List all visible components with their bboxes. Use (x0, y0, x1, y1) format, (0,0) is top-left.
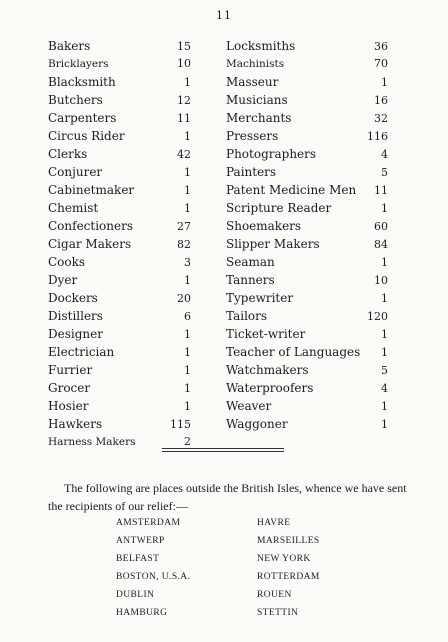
occupation-name: Distillers (48, 309, 103, 323)
occupation-row (226, 73, 388, 91)
occupation-name: Teacher of Languages (226, 345, 361, 359)
occupation-row (48, 415, 191, 433)
occupation-count: 1 (381, 256, 388, 269)
occupation-count: 1 (184, 76, 191, 89)
occupation-row (48, 307, 191, 325)
occupation-name: Weaver (226, 399, 272, 413)
place-name: AMSTERDAM (116, 518, 181, 528)
occupation-count: 1 (381, 418, 388, 431)
place-name: DUBLIN (116, 590, 155, 600)
occupation-name: Dyer (48, 273, 78, 287)
occupation-name: Scripture Reader (226, 201, 332, 215)
occupation-row (48, 73, 191, 91)
occupation-name: Seaman (226, 255, 275, 269)
place-name: BELFAST (116, 554, 160, 564)
occupation-name: Chemist (48, 201, 99, 215)
occupation-row (48, 127, 191, 145)
occupation-count: 11 (177, 112, 191, 125)
occupation-row (226, 361, 388, 379)
occupation-count: 12 (177, 94, 191, 107)
occupation-count: 5 (381, 364, 388, 377)
occupation-count: 1 (184, 382, 191, 395)
occupation-count: 4 (381, 382, 388, 395)
occupation-row (226, 325, 388, 343)
occupation-name: Musicians (226, 93, 288, 107)
occupation-row (48, 109, 191, 127)
occupation-row (226, 181, 388, 199)
occupation-count: 1 (184, 346, 191, 359)
occupation-count: 1 (381, 346, 388, 359)
occupation-row (226, 127, 388, 145)
place-name: MARSEILLES (257, 536, 320, 546)
occupation-name: Conjurer (48, 165, 103, 179)
occupation-name: Shoemakers (226, 219, 302, 233)
occupation-row (48, 397, 191, 415)
place-name: NEW YORK (257, 554, 311, 564)
place-name: BOSTON, U.S.A. (116, 572, 191, 582)
occupation-row (48, 361, 191, 379)
occupation-count: 1 (381, 292, 388, 305)
occupation-name: Clerks (48, 147, 88, 161)
occupation-row (226, 415, 388, 433)
occupation-count: 4 (381, 148, 388, 161)
occupation-count: 1 (381, 328, 388, 341)
occupation-name: Cigar Makers (48, 237, 132, 251)
occupation-count: 1 (184, 328, 191, 341)
occupation-row (226, 307, 388, 325)
occupation-row (48, 253, 191, 271)
occupation-row (226, 109, 388, 127)
occupation-name: Masseur (226, 75, 279, 89)
occupation-count: 3 (184, 256, 191, 269)
occupation-name: Merchants (226, 111, 292, 125)
occupation-row (226, 271, 388, 289)
occupation-row (226, 163, 388, 181)
occupations-right-column (226, 37, 388, 433)
occupation-name: Cabinetmaker (48, 183, 135, 197)
places-right-column (257, 514, 320, 622)
occupation-row (226, 145, 388, 163)
occupation-row (226, 289, 388, 307)
occupation-name: Cooks (48, 255, 86, 269)
occupation-count: 1 (184, 202, 191, 215)
occupation-count: 5 (381, 166, 388, 179)
occupation-name: Typewriter (226, 291, 294, 305)
occupation-count: 27 (177, 220, 191, 233)
occupation-count: 42 (177, 148, 191, 161)
place-name: ROUEN (257, 590, 292, 600)
occupation-count: 1 (381, 202, 388, 215)
occupation-row (48, 289, 191, 307)
places-intro-paragraph: The following are places outside the British Isles, whence we have sent the recipients of our relief:— (48, 481, 407, 513)
occupation-count: 6 (184, 310, 191, 323)
occupation-row (226, 37, 388, 55)
occupation-name: Hawkers (48, 417, 103, 431)
occupation-count: 32 (374, 112, 388, 125)
occupation-count: 84 (374, 238, 388, 251)
occupation-row (226, 217, 388, 235)
occupation-row (48, 163, 191, 181)
occupation-name: Blacksmith (48, 75, 116, 89)
occupation-name: Patent Medicine Men (226, 183, 357, 197)
occupation-row (48, 37, 191, 55)
occupation-row (226, 55, 388, 73)
occupation-name: Furrier (48, 363, 93, 377)
occupation-row (226, 235, 388, 253)
page-number: 11 (216, 9, 232, 22)
occupation-count: 60 (374, 220, 388, 233)
occupation-row (226, 199, 388, 217)
occupation-count: 11 (374, 184, 388, 197)
occupation-name: Machinists (226, 58, 285, 70)
occupation-row (226, 379, 388, 397)
occupation-name: Confectioners (48, 219, 134, 233)
place-name: HAMBURG (116, 608, 168, 618)
occupation-row (48, 343, 191, 361)
double-rule-bottom (162, 451, 284, 452)
double-rule-top (162, 448, 284, 449)
occupation-count: 1 (381, 400, 388, 413)
place-name: ANTWERP (116, 536, 165, 546)
occupation-row (48, 91, 191, 109)
occupation-count: 15 (177, 40, 191, 53)
occupation-row (48, 325, 191, 343)
occupation-count: 1 (184, 166, 191, 179)
occupation-name: Butchers (48, 93, 103, 107)
occupation-count: 1 (184, 184, 191, 197)
occupation-row (226, 253, 388, 271)
occupation-name: Pressers (226, 129, 279, 143)
occupation-count: 82 (177, 238, 191, 251)
occupations-left-column (48, 37, 191, 451)
occupation-count: 2 (184, 435, 191, 448)
occupation-row (226, 91, 388, 109)
occupation-name: Designer (48, 327, 103, 341)
occupation-row (48, 271, 191, 289)
occupation-row (48, 181, 191, 199)
occupation-count: 120 (367, 310, 388, 323)
occupation-name: Waggoner (226, 417, 288, 431)
occupation-row (226, 397, 388, 415)
occupation-count: 115 (170, 418, 191, 431)
occupation-count: 1 (184, 274, 191, 287)
occupation-name: Carpenters (48, 111, 117, 125)
occupation-name: Painters (226, 165, 277, 179)
occupation-count: 1 (184, 130, 191, 143)
occupation-count: 16 (374, 94, 388, 107)
occupation-row (48, 235, 191, 253)
occupation-row (48, 379, 191, 397)
occupation-name: Watchmakers (226, 363, 309, 377)
occupation-name: Slipper Makers (226, 237, 320, 251)
occupation-name: Ticket-writer (226, 327, 306, 341)
place-name: HAVRE (257, 518, 291, 528)
occupation-name: Bricklayers (48, 58, 109, 70)
occupation-count: 1 (184, 364, 191, 377)
occupation-name: Waterproofers (226, 381, 314, 395)
occupation-count: 1 (381, 76, 388, 89)
occupation-name: Electrician (48, 345, 115, 359)
occupation-count: 36 (374, 40, 388, 53)
occupation-count: 1 (184, 400, 191, 413)
occupation-name: Tailors (226, 309, 268, 323)
occupation-count: 70 (374, 57, 388, 70)
occupation-name: Dockers (48, 291, 98, 305)
occupation-name: Photographers (226, 147, 317, 161)
occupation-count: 116 (367, 130, 388, 143)
place-name: STETTIN (257, 608, 299, 618)
occupation-count: 10 (374, 274, 388, 287)
occupation-row (48, 55, 191, 73)
occupation-name: Grocer (48, 381, 91, 395)
occupation-row (48, 145, 191, 163)
occupation-name: Bakers (48, 39, 91, 53)
occupation-name: Tanners (226, 273, 275, 287)
occupation-count: 20 (177, 292, 191, 305)
place-name: ROTTERDAM (257, 572, 320, 582)
occupation-count: 10 (177, 57, 191, 70)
places-left-column (116, 514, 190, 622)
occupation-name: Locksmiths (226, 39, 296, 53)
occupation-row (226, 343, 388, 361)
occupation-row (48, 199, 191, 217)
occupation-name: Harness Makers (48, 436, 136, 448)
occupation-row (48, 217, 191, 235)
occupation-name: Hosier (48, 399, 89, 413)
occupation-name: Circus Rider (48, 129, 125, 143)
